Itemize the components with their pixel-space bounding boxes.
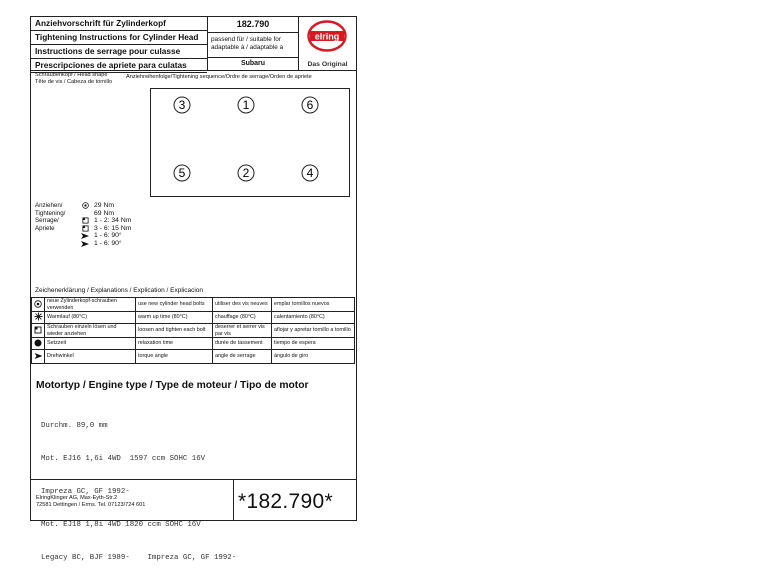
vehicle-brand: Subaru: [208, 57, 298, 70]
part-number: 182.790: [208, 17, 298, 33]
torque-step-list: [79, 202, 159, 248]
torque-step-value: 69 Nm: [94, 209, 115, 217]
bolt-number: 4: [306, 166, 314, 181]
title-block: [31, 17, 207, 73]
legend-es: tiempo de espera: [272, 338, 355, 350]
loosen-icon: [79, 225, 91, 232]
angle-icon: [79, 233, 91, 239]
elring-logo: [299, 17, 356, 70]
torque-label-en: Tightening/: [35, 209, 66, 217]
torque-step-value: 29 Nm: [94, 202, 115, 209]
angle-icon: [32, 350, 45, 364]
logo-wordmark: elring: [314, 31, 340, 42]
suitable-line-2: adaptable à / adaptable a: [211, 44, 284, 51]
engine-line: Mot. EJ16 1,6i 4WD 1597 ccm SOHC 16V: [41, 455, 206, 463]
legend-fr: angle de serrage: [213, 350, 272, 364]
legend-table: [31, 297, 355, 364]
suitable-line-1: passend für / suitable for: [211, 36, 281, 43]
torque-label-de: Anziehen/: [35, 202, 63, 209]
legend-fr: utiliser des vis neuves: [213, 298, 272, 312]
torque-step-3: [79, 217, 159, 225]
engine-line: Mot. EJ18 1,8i 4WD 1820 ccm SOHC 16V: [41, 521, 201, 529]
sequence-label: Anziehreihenfolge/Tightening sequence/Ordre de serrage/Orden de apriete: [126, 74, 312, 80]
loosen-icon: [79, 217, 91, 224]
warm-up-icon: [32, 312, 45, 324]
settling-icon: [32, 338, 45, 350]
instruction-sheet: [30, 16, 357, 562]
bolt-number: 6: [306, 98, 314, 113]
torque-step-1: [79, 202, 159, 210]
manufacturer-address: [36, 495, 145, 509]
legend-row: [32, 350, 355, 364]
bolt-position-1: [237, 96, 255, 114]
sequence-diagram: [150, 88, 350, 197]
legend-de: Warmlauf (80°C): [45, 312, 136, 324]
legend-row: [32, 312, 355, 324]
bolt-number: 1: [242, 98, 250, 113]
title-spanish: Prescripciones de apriete para culatas: [31, 59, 207, 73]
torque-step-6: [79, 240, 159, 248]
torque-step-value: 1 - 6: 90°: [94, 232, 122, 240]
legend-row: [32, 324, 355, 338]
address-line-2: 72581 Dettingen / Erms. Tel. 07123/724 601: [36, 502, 146, 508]
bolt-position-2: [237, 164, 255, 182]
legend-en: warm up time (80°C): [136, 312, 213, 324]
torque-labels: [35, 202, 75, 232]
legend-de: Schrauben einzeln lösen und wieder anziehen: [45, 324, 136, 338]
torque-step-5: [79, 232, 159, 240]
legend-es: calentamiento (80°C): [272, 312, 355, 324]
torque-step-2: [79, 210, 159, 218]
barcode-text: *182.790*: [238, 490, 333, 513]
torque-step-value: 1 - 2: 34 Nm: [94, 217, 132, 225]
head-shape-line-2: Tête de vis / Cabeza de tornillo: [35, 79, 113, 85]
legend-de: Setzzeit: [45, 338, 136, 350]
bolt-number: 2: [242, 166, 250, 181]
legend-fr: deserrer et serrer vis par vis: [213, 324, 272, 338]
bolt-number: 5: [178, 166, 186, 181]
address-line-1: ElringKlinger AG, Max-Eyth-Str.2: [36, 495, 118, 501]
torque-label-fr: Serrage/: [35, 217, 59, 225]
legend-fr: chauffage (80°C): [213, 312, 272, 324]
header-divider: [31, 70, 356, 71]
barcode-box: [233, 479, 356, 520]
legend-es: aflojar y apretar tornillo a tornillo: [272, 324, 355, 338]
head-shape-line-1: Schraubenkopf / Head shape: [35, 72, 108, 78]
suitable-for: [208, 36, 298, 52]
engine-line: Impreza GC, GF 1992-: [41, 488, 130, 496]
legend-de: Drehwinkel: [45, 350, 136, 364]
legend-de: neue Zylinderkopf-schrauben verwenden: [45, 298, 136, 312]
part-info: [207, 17, 299, 70]
legend-en: use new cylinder head bolts: [136, 298, 213, 312]
legend-fr: durée de tassement: [213, 338, 272, 350]
head-shape-label: [35, 72, 125, 86]
loosen-icon: [32, 324, 45, 338]
engine-type-title: Motortyp / Engine type / Type de moteur / Tipo de motor: [36, 380, 309, 391]
bolt-position-5: [173, 164, 191, 182]
legend-en: loosen and tighten each bolt: [136, 324, 213, 338]
legend-en: torque angle: [136, 350, 213, 364]
legend-es: ángulo de giro: [272, 350, 355, 364]
legend-es: emplar tornillos nuevos: [272, 298, 355, 312]
engine-list: [41, 399, 236, 586]
new-bolt-icon: [32, 298, 45, 312]
legend-title: Zeichenerklärung / Explanations / Explication / Explicacion: [35, 287, 204, 294]
bolt-position-4: [301, 164, 319, 182]
elring-logo-icon: [307, 20, 347, 52]
torque-label-es: Apriete: [35, 224, 55, 232]
title-german: Anziehvorschrift für Zylinderkopf: [31, 17, 207, 31]
new-bolt-icon: [79, 202, 91, 209]
logo-caption: Das Original: [307, 61, 348, 68]
angle-icon: [79, 241, 91, 247]
legend-en: relaxation time: [136, 338, 213, 350]
torque-step-value: 3 - 6: 15 Nm: [94, 224, 132, 232]
title-french: Instructions de serrage pour culasse: [31, 45, 207, 59]
engine-line: Legacy BC, BJF 1989- Impreza GC, GF 1992-: [41, 554, 237, 562]
bolt-number: 3: [178, 98, 186, 113]
title-english: Tightening Instructions for Cylinder Head: [31, 31, 207, 45]
bolt-position-3: [173, 96, 191, 114]
bolt-position-6: [301, 96, 319, 114]
legend-row: [32, 338, 355, 350]
torque-step-value: 1 - 6: 90°: [94, 239, 122, 247]
legend-row: [32, 298, 355, 312]
engine-line: Durchm. 89,0 mm: [41, 422, 108, 430]
